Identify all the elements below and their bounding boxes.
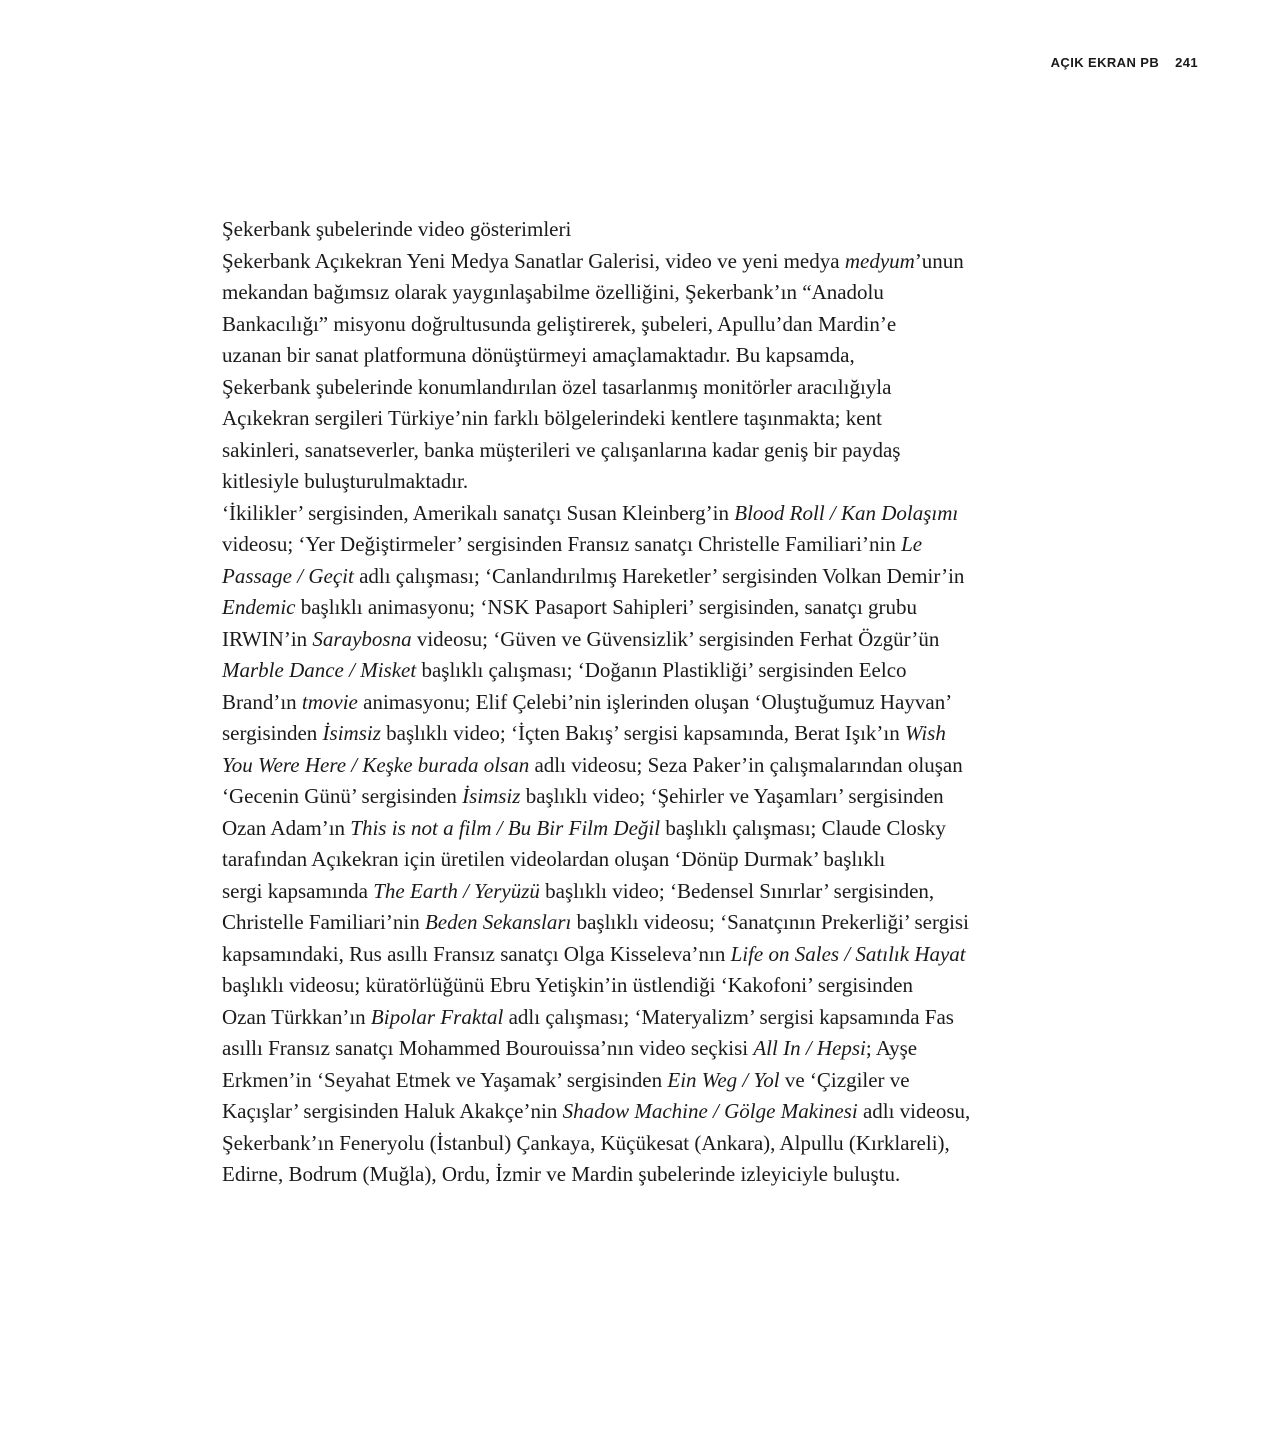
text-run: ’unun (914, 248, 964, 273)
text-line (222, 529, 1052, 561)
text-line (222, 750, 1052, 782)
text-line (222, 1033, 1052, 1065)
text-line (222, 435, 1052, 467)
text-run: Ozan Türkkan’ın (222, 1004, 371, 1029)
text-line (222, 277, 1052, 309)
text-line (222, 939, 1052, 971)
text-line (222, 1128, 1052, 1160)
text-run: Şekerbank Açıkekran Yeni Medya Sanatlar Galerisi, video ve yeni medya (222, 248, 845, 273)
text-run: başlıklı videosu; ‘Sanatçının Prekerliği’ sergisi (571, 910, 969, 934)
paragraph-intro (222, 246, 1052, 498)
text-run: ‘İkilikler’ sergisinden, Amerikalı sanatçı Susan Kleinberg’in (222, 500, 735, 525)
text-line (222, 1096, 1052, 1128)
text-line (222, 624, 1052, 656)
text-line (222, 907, 1052, 939)
work-title: Saraybosna (312, 626, 412, 651)
work-title: Blood Roll / Kan Dolaşımı (734, 500, 959, 525)
text-line (222, 561, 1052, 593)
text-run: ve ‘Çizgiler ve (779, 1067, 910, 1092)
text-run: uzanan bir sanat platformuna dönüştürmeyi amaçlamaktadır. Bu kapsamda, (222, 343, 855, 367)
text-line (222, 718, 1052, 750)
work-title: You Were Here / Keşke burada olsan (222, 752, 530, 777)
text-line (222, 970, 1052, 1002)
work-title: The Earth / Yeryüzü (373, 878, 540, 903)
text-run: animasyonu; Elif Çelebi’nin işlerinden oluşan ‘Oluştuğumuz Hayvan’ (357, 689, 953, 714)
text-run: Açıkekran sergileri Türkiye’nin farklı bölgelerindeki kentlere taşınmakta; kent (222, 406, 882, 430)
work-title: İsimsiz (322, 721, 381, 745)
work-title: Bipolar Fraktal (370, 1004, 504, 1029)
text-line (222, 309, 1052, 341)
text-run: ; Ayşe (865, 1036, 918, 1060)
text-run: Şekerbank şubelerinde konumlandırılan özel tasarlanmış monitörler aracılığıyla (222, 374, 892, 399)
text-line (222, 876, 1052, 908)
text-line (222, 498, 1052, 530)
text-run: Kaçışlar’ sergisinden Haluk Akakçe’nin (222, 1099, 563, 1123)
work-title: tmovie (301, 689, 358, 714)
text-line (222, 1002, 1052, 1034)
article-body (222, 214, 1052, 1191)
text-run: tarafından Açıkekran için üretilen videolardan oluşan ‘Dönüp Durmak’ başlıklı (222, 847, 886, 871)
text-line (222, 687, 1052, 719)
work-title: Life on Sales / Satılık Hayat (730, 941, 966, 966)
text-run: adlı videosu, (857, 1099, 971, 1123)
text-run: videosu; ‘Yer Değiştirmeler’ sergisinden Fransız sanatçı Christelle Familiari’nin (222, 532, 902, 556)
text-run: başlıklı çalışması; ‘Doğanın Plastikliği’ sergisinden Eelco (416, 658, 907, 682)
running-header (1051, 55, 1198, 70)
text-run: mekandan bağımsız olarak yaygınlaşabilme özelliğini, Şekerbank’ın “Anadolu (222, 280, 884, 304)
work-title: Beden Sekansları (424, 910, 572, 934)
work-title: medyum (844, 248, 915, 273)
work-title: İsimsiz (462, 784, 521, 808)
text-run: Edirne, Bodrum (Muğla), Ordu, İzmir ve Mardin şubelerinde izleyiciyle buluştu. (222, 1162, 901, 1186)
text-run: başlıklı video; ‘İçten Bakış’ sergisi kapsamında, Berat Işık’ın (380, 721, 905, 745)
text-run: kitlesiyle buluşturulmaktadır. (222, 469, 469, 493)
text-line (222, 1159, 1052, 1191)
text-run: Ozan Adam’ın (222, 815, 351, 840)
text-run: adlı çalışması; ‘Materyalizm’ sergisi kapsamında Fas (503, 1004, 954, 1029)
text-line (222, 844, 1052, 876)
text-run: adlı videosu; Seza Paker’in çalışmalarından oluşan (529, 752, 963, 777)
text-line (222, 781, 1052, 813)
page-number: 241 (1175, 55, 1198, 70)
work-title: Marble Dance / Misket (222, 658, 417, 682)
work-title: Endemic (222, 595, 296, 619)
work-title: Le (901, 532, 923, 556)
work-title: This is not a film / Bu Bir Film Değil (350, 815, 661, 840)
text-run: Erkmen’in ‘Seyahat Etmek ve Yaşamak’ sergisinden (222, 1067, 668, 1092)
text-run: sakinleri, sanatseverler, banka müşterileri ve çalışanlarına kadar geniş bir paydaş (222, 437, 901, 462)
text-run: videosu; ‘Güven ve Güvensizlik’ sergisinden Ferhat Özgür’ün (411, 626, 940, 651)
text-run: IRWIN’in (222, 626, 313, 651)
text-run: Bankacılığı” misyonu doğrultusunda geliştirerek, şubeleri, Apullu’dan Mardin’e (222, 311, 897, 336)
text-run: başlıklı video; ‘Bedensel Sınırlar’ sergisinden, (539, 878, 935, 903)
article-title: Şekerbank şubelerinde video gösterimleri (222, 217, 572, 241)
text-line (222, 372, 1052, 404)
section-title: AÇIK EKRAN PB (1050, 55, 1160, 70)
text-run: başlıklı video; ‘Şehirler ve Yaşamları’ sergisinden (520, 784, 944, 808)
text-line (222, 466, 1052, 498)
text-line (222, 592, 1052, 624)
text-run: Christelle Familiari’nin (222, 910, 425, 934)
text-run: kapsamındaki, Rus asıllı Fransız sanatçı Olga Kisseleva’nın (222, 941, 731, 966)
text-line (222, 655, 1052, 687)
text-run: adlı çalışması; ‘Canlandırılmış Hareketler’ sergisinden Volkan Demir’in (353, 563, 965, 588)
text-line (222, 813, 1052, 845)
text-run: Brand’ın (222, 689, 302, 714)
work-title: Wish (905, 721, 946, 745)
text-run: sergisinden (222, 721, 323, 745)
text-run: Şekerbank’ın Feneryolu (İstanbul) Çankaya, Küçükesat (Ankara), Alpullu (Kırklareli), (222, 1130, 950, 1155)
text-run: sergi kapsamında (222, 878, 374, 903)
work-title: Ein Weg / Yol (667, 1067, 780, 1092)
text-line (222, 340, 1052, 372)
text-line (222, 1065, 1052, 1097)
text-run: asıllı Fransız sanatçı Mohammed Bourouissa’nın video seçkisi (222, 1036, 754, 1060)
work-title: All In / Hepsi (753, 1036, 866, 1060)
text-run: başlıklı animasyonu; ‘NSK Pasaport Sahipleri’ sergisinden, sanatçı grubu (295, 595, 918, 619)
work-title: Shadow Machine / Gölge Makinesi (562, 1099, 858, 1123)
paragraph-exhibitions (222, 498, 1052, 1191)
text-run: başlıklı videosu; küratörlüğünü Ebru Yetişkin’in üstlendiği ‘Kakofoni’ sergisinden (222, 973, 913, 997)
text-run: ‘Gecenin Günü’ sergisinden (222, 784, 463, 808)
text-line (222, 403, 1052, 435)
text-run: başlıklı çalışması; Claude Closky (660, 815, 946, 840)
text-line (222, 246, 1052, 278)
work-title: Passage / Geçit (222, 563, 354, 588)
